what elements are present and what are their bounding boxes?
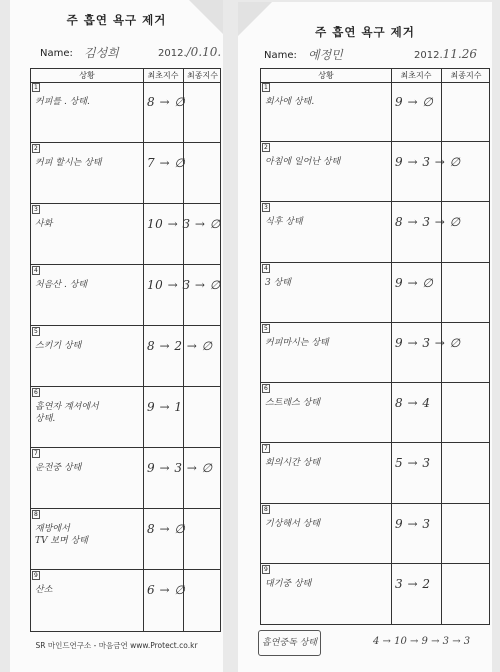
date	[414, 47, 477, 61]
score-progression: 9 → 3 → ∅	[395, 155, 461, 170]
name-label: Name:	[264, 50, 297, 61]
row-number: 6	[34, 389, 38, 396]
situation-text: 커피마시는 상태	[265, 337, 329, 348]
score-progression: 8 → ∅	[147, 95, 186, 109]
date-handwritten: /0.10.	[186, 45, 222, 59]
table-row	[31, 326, 220, 387]
situation-text: 커피를 . 상태.	[35, 97, 90, 107]
row-number: 3	[264, 204, 268, 212]
worksheet-right	[238, 2, 492, 672]
score-progression: 10 → 3 → ∅	[147, 278, 221, 292]
table-row	[31, 204, 220, 265]
handwritten-note-box: 흡연중독 상태	[258, 630, 321, 656]
row-number: 6	[264, 385, 268, 393]
worksheet-left	[10, 0, 223, 672]
situation-text: 커피 할시는 상태	[35, 158, 102, 168]
name-row	[264, 47, 489, 64]
score-progression: 9 → 1	[147, 400, 183, 414]
situation-text: 처음산 . 상태	[35, 280, 88, 290]
situation-text: 회의시간 상태	[265, 458, 321, 469]
header-initial-score: 최초지수	[400, 71, 432, 80]
situation-text: 대기중 상태	[265, 578, 312, 589]
table-row	[261, 323, 489, 383]
row-number: 2	[34, 145, 38, 152]
row-number: 4	[34, 267, 38, 274]
table-row	[31, 387, 220, 448]
date-printed: 2012.	[414, 50, 443, 61]
table-row	[261, 564, 489, 624]
score-progression: 9 → 3 → ∅	[147, 461, 213, 475]
situation-text: 식후 상태	[265, 217, 303, 228]
row-number: 1	[34, 84, 38, 91]
table-header	[31, 69, 220, 83]
score-progression: 9 → 3 → ∅	[395, 335, 461, 350]
footer-credit: SR 마인드연구소 - 마음금연 www.Protect.co.kr	[35, 641, 198, 650]
row-number: 7	[34, 450, 38, 457]
table-row	[261, 443, 489, 503]
row-number: 5	[264, 324, 268, 332]
name-row	[40, 45, 222, 62]
date-handwritten: 11.26	[442, 47, 477, 61]
row-number: 7	[264, 445, 268, 453]
score-progression: 9 → ∅	[395, 95, 434, 109]
score-progression: 5 → 3	[395, 456, 431, 471]
situation-text: 흡연자 계셔에서 상태.	[35, 402, 99, 424]
score-progression: 8 → 3 → ∅	[395, 215, 461, 230]
header-situation: 상황	[79, 71, 95, 80]
row-number: 5	[34, 328, 38, 335]
situation-text: 산소	[35, 585, 53, 595]
situation-text: 사화	[35, 219, 53, 229]
situation-text: 아침에 일어난 상태	[265, 157, 341, 168]
table-row	[261, 383, 489, 443]
header-situation: 상황	[318, 71, 334, 80]
table-row	[261, 202, 489, 262]
name-value: 예정민	[308, 48, 343, 62]
situation-text: 재방에서 TV 보며 상태	[35, 524, 89, 546]
score-progression: 3 → 2	[395, 576, 431, 591]
craving-table	[260, 68, 490, 625]
situation-text: 회사에 상태.	[265, 97, 315, 107]
table-row	[31, 570, 220, 631]
table-row	[31, 509, 220, 570]
row-number: 9	[264, 565, 268, 573]
header-final-score: 최종지수	[450, 71, 482, 80]
row-number: 8	[264, 505, 268, 513]
date	[158, 45, 221, 59]
row-number: 1	[264, 84, 268, 91]
situation-text: 스키기 상태	[35, 341, 82, 351]
date-printed: 2012.	[158, 48, 187, 59]
row-number: 4	[264, 264, 268, 272]
row-number: 3	[34, 206, 38, 213]
worksheet-title: 주 흡연 욕구 제거	[66, 13, 167, 27]
score-progression: 8 → 4	[395, 396, 431, 411]
table-row	[261, 142, 489, 202]
score-progression: 7 → ∅	[147, 156, 186, 170]
worksheet-title: 주 흡연 욕구 제거	[315, 25, 415, 39]
row-number: 8	[34, 511, 38, 518]
situation-text: 운전중 상태	[35, 463, 82, 473]
score-progression: 8 → ∅	[147, 522, 186, 536]
row-number: 9	[34, 572, 38, 579]
craving-table	[30, 68, 221, 632]
table-row	[261, 504, 489, 564]
table-row	[261, 82, 489, 142]
handwritten-note-values: 4 → 10 → 9 → 3 → 3	[373, 636, 471, 647]
row-number: 2	[264, 144, 268, 152]
score-progression: 6 → ∅	[147, 583, 186, 597]
header-initial-score: 최초지수	[147, 71, 179, 80]
score-progression: 9 → 3	[395, 516, 431, 531]
table-row	[31, 143, 220, 204]
name-label: Name:	[40, 48, 73, 59]
situation-text: 스트레스 상태	[265, 398, 321, 409]
situation-text: 3 상태	[265, 277, 291, 288]
table-row	[31, 448, 220, 509]
score-progression: 8 → 2 → ∅	[147, 339, 213, 353]
header-final-score: 최종지수	[187, 71, 218, 80]
table-row	[31, 82, 220, 143]
name-value: 김성희	[84, 46, 119, 60]
score-progression: 9 → ∅	[395, 275, 434, 290]
table-row	[261, 263, 489, 323]
table-row	[31, 265, 220, 326]
situation-text: 기상해서 상태	[265, 518, 321, 529]
table-header	[261, 69, 489, 83]
score-progression: 10 → 3 → ∅	[147, 217, 221, 231]
